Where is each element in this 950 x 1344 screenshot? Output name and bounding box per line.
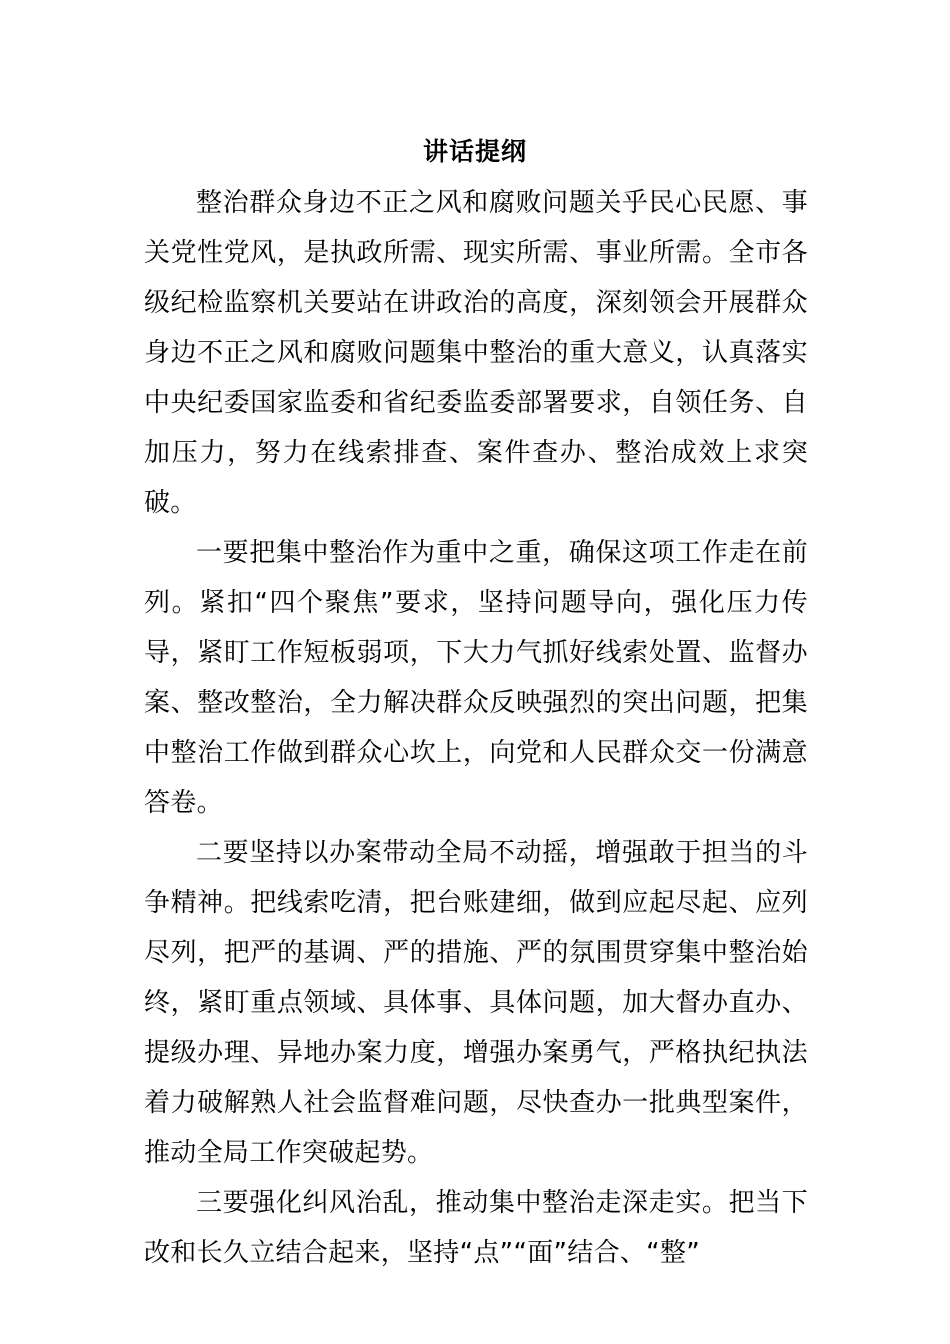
paragraph-point-three: 三要强化纠风治乱，推动集中整治走深走实。把当下改和长久立结合起来，坚持“点”“面”结合、“整” xyxy=(144,1188,808,1268)
paragraph-intro: 整治群众身边不正之风和腐败问题关乎民心民愿、事关党性党风，是执政所需、现实所需、事业所需。全市各级纪检监察机关要站在讲政治的高度，深刻领会开展群众身边不正之风和腐败问题集中整治的重大意义，认真落实中央纪委国家监委和省纪委监委部署要求，自领任务、自加压力，努力在线索排查、案件查办、整治成效上求突破。 xyxy=(144,188,808,518)
paragraph-point-two: 二要坚持以办案带动全局不动摇，增强敢于担当的斗争精神。把线索吃清，把台账建细，做到应起尽起、应列尽列，把严的基调、严的措施、严的氛围贯穿集中整治始终，紧盯重点领域、具体事、具体问题，加大督办直办、提级办理、异地办案力度，增强办案勇气，严格执纪执法着力破解熟人社会监督难问题，尽快查办一批典型案件，推动全局工作突破起势。 xyxy=(144,838,808,1168)
paragraph-point-one: 一要把集中整治作为重中之重，确保这项工作走在前列。紧扣“四个聚焦”要求，坚持问题导向，强化压力传导，紧盯工作短板弱项，下大力气抓好线索处置、监督办案、整改整治，全力解决群众反映强烈的突出问题，把集中整治工作做到群众心坎上，向党和人民群众交一份满意答卷。 xyxy=(144,538,808,818)
document-title: 讲话提纲 xyxy=(422,137,527,166)
document-body xyxy=(144,178,808,1278)
